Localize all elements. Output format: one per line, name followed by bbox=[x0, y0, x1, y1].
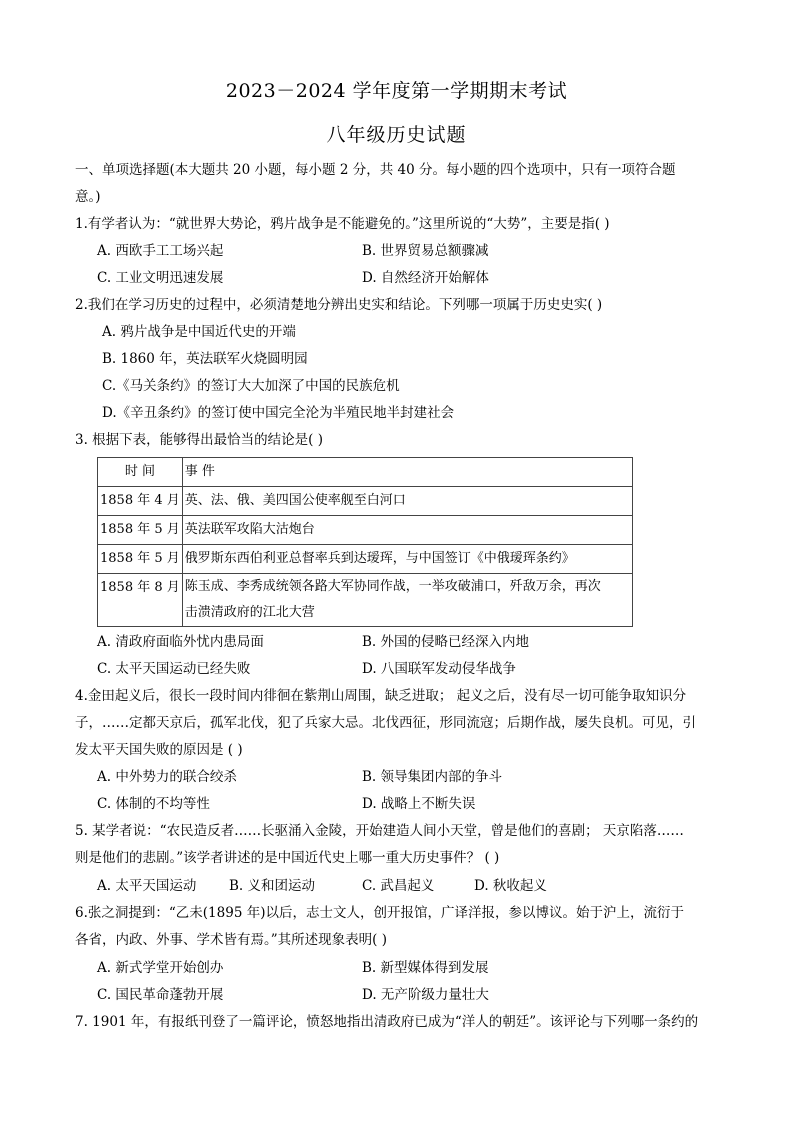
question-2-option-d: D.《辛丑条约》的签订使中国完全沦为半殖民地半封建社会 bbox=[102, 405, 455, 421]
section-instruction: 一、单项选择题(本大题共 20 小题，每小题 2 分，共 40 分。每小题的四个选项中，只有一项符合题 bbox=[75, 162, 676, 178]
question-1-option-b: B. 世界贸易总额骤减 bbox=[362, 243, 489, 259]
table-header-event: 事 件 bbox=[182, 458, 632, 487]
question-5-stem: 5. 某学者说：“农民造反者……长驱涌入金陵，开始建造人间小天堂，曾是他们的喜剧； 天京陷落…… bbox=[75, 823, 684, 839]
history-timeline-table bbox=[97, 457, 633, 627]
question-5-option-a: A. 太平天国运动 bbox=[97, 878, 197, 894]
question-4-stem: 4.金田起义后，很长一段时间内徘徊在紫荆山周围，缺乏进取； 起义之后，没有尽一切可能争取知识分 bbox=[75, 688, 687, 704]
question-6-option-d: D. 无产阶级力量壮大 bbox=[362, 987, 489, 1003]
question-4-option-d: D. 战略上不断失误 bbox=[362, 796, 476, 812]
question-6-stem-cont: 各省，内政、外事、学术皆有焉。”其所述现象表明( ) bbox=[75, 932, 387, 948]
question-2-option-c: C.《马关条约》的签订大大加深了中国的民族危机 bbox=[102, 378, 400, 394]
table-header-time: 时 间 bbox=[98, 458, 183, 487]
table-cell-event-line: 击溃清政府的江北大营 bbox=[184, 605, 315, 620]
question-5-option-b: B. 义和团运动 bbox=[229, 878, 316, 894]
question-5-option-c: C. 武昌起义 bbox=[362, 878, 435, 894]
question-1-option-a: A. 西欧手工工场兴起 bbox=[97, 243, 224, 259]
table-cell-event: 俄罗斯东西伯利亚总督率兵到达瑷珲，与中国签订《中俄瑷珲条约》 bbox=[182, 545, 632, 574]
question-5-stem-cont: 则是他们的悲剧。”该学者讲述的是中国近代史上哪一重大历史事件？ ( ) bbox=[75, 850, 500, 866]
question-3-option-d: D. 八国联军发动侵华战争 bbox=[362, 661, 516, 677]
exam-title: 2023－2024 学年度第一学期期末考试 bbox=[225, 80, 568, 102]
question-7-stem: 7. 1901 年，有报纸刊登了一篇评论，愤怒地指出清政府已成为“洋人的朝廷”。该评论与下列哪一条约的 bbox=[75, 1014, 699, 1030]
question-4-stem-cont: 发太平天国失败的原因是 ( ) bbox=[75, 742, 243, 758]
table-cell-time: 1858 年 4 月 bbox=[98, 487, 183, 516]
table-cell-event: 英法联军攻陷大沽炮台 bbox=[182, 516, 632, 545]
question-4-option-c: C. 体制的不均等性 bbox=[97, 796, 210, 812]
question-2-option-a: A. 鸦片战争是中国近代史的开端 bbox=[102, 324, 296, 340]
table-row bbox=[98, 516, 633, 545]
table-cell-time: 1858 年 5 月 bbox=[98, 516, 183, 545]
question-3-stem: 3. 根据下表，能够得出最恰当的结论是( ) bbox=[75, 432, 323, 448]
question-6-option-c: C. 国民革命蓬勃开展 bbox=[97, 987, 224, 1003]
table-cell-time: 1858 年 8 月 bbox=[98, 574, 183, 627]
question-4-option-b: B. 领导集团内部的争斗 bbox=[362, 769, 503, 785]
question-3-option-c: C. 太平天国运动已经失败 bbox=[97, 661, 251, 677]
question-2-option-b: B. 1860 年，英法联军火烧圆明园 bbox=[102, 351, 308, 367]
question-6-stem: 6.张之洞提到：“乙未(1895 年)以后，志士文人，创开报馆，广译洋报，参以博议。始于沪上，流衍于 bbox=[75, 905, 684, 921]
question-6-option-a: A. 新式学堂开始创办 bbox=[97, 960, 224, 976]
table-header-row bbox=[98, 458, 633, 487]
question-3-option-b: B. 外国的侵略已经深入内地 bbox=[362, 634, 530, 650]
question-1-option-d: D. 自然经济开始解体 bbox=[362, 270, 489, 286]
section-instruction-cont: 意。) bbox=[75, 189, 101, 205]
table-cell-event-line: 陈玉成、李秀成统领各路大军协同作战，一举攻破浦口，歼敌万余，再次 bbox=[184, 579, 601, 594]
table-cell-event: 英、法、俄、美四国公使率舰至白河口 bbox=[182, 487, 632, 516]
table-cell-time: 1858 年 5 月 bbox=[98, 545, 183, 574]
table-row bbox=[98, 487, 633, 516]
question-5-option-d: D. 秋收起义 bbox=[474, 878, 547, 894]
table-row bbox=[98, 574, 633, 627]
table-row bbox=[98, 545, 633, 574]
question-2-stem: 2.我们在学习历史的过程中，必须清楚地分辨出史实和结论。下列哪一项属于历史史实( ) bbox=[75, 297, 603, 313]
question-1-stem: 1.有学者认为：“就世界大势论，鸦片战争是不能避免的。”这里所说的“大势”，主要是指( ) bbox=[75, 216, 610, 232]
question-4-option-a: A. 中外势力的联合绞杀 bbox=[97, 769, 237, 785]
question-6-option-b: B. 新型媒体得到发展 bbox=[362, 960, 489, 976]
question-1-option-c: C. 工业文明迅速发展 bbox=[97, 270, 224, 286]
table-cell-event bbox=[182, 574, 632, 627]
question-4-stem-cont: 子，……定都天京后，孤军北伐，犯了兵家大忌。北伐西征，形同流寇；后期作战，屡失良机。可见，引 bbox=[75, 715, 696, 731]
question-3-option-a: A. 清政府面临外忧内患局面 bbox=[97, 634, 264, 650]
exam-subtitle: 八年级历史试题 bbox=[326, 124, 467, 146]
